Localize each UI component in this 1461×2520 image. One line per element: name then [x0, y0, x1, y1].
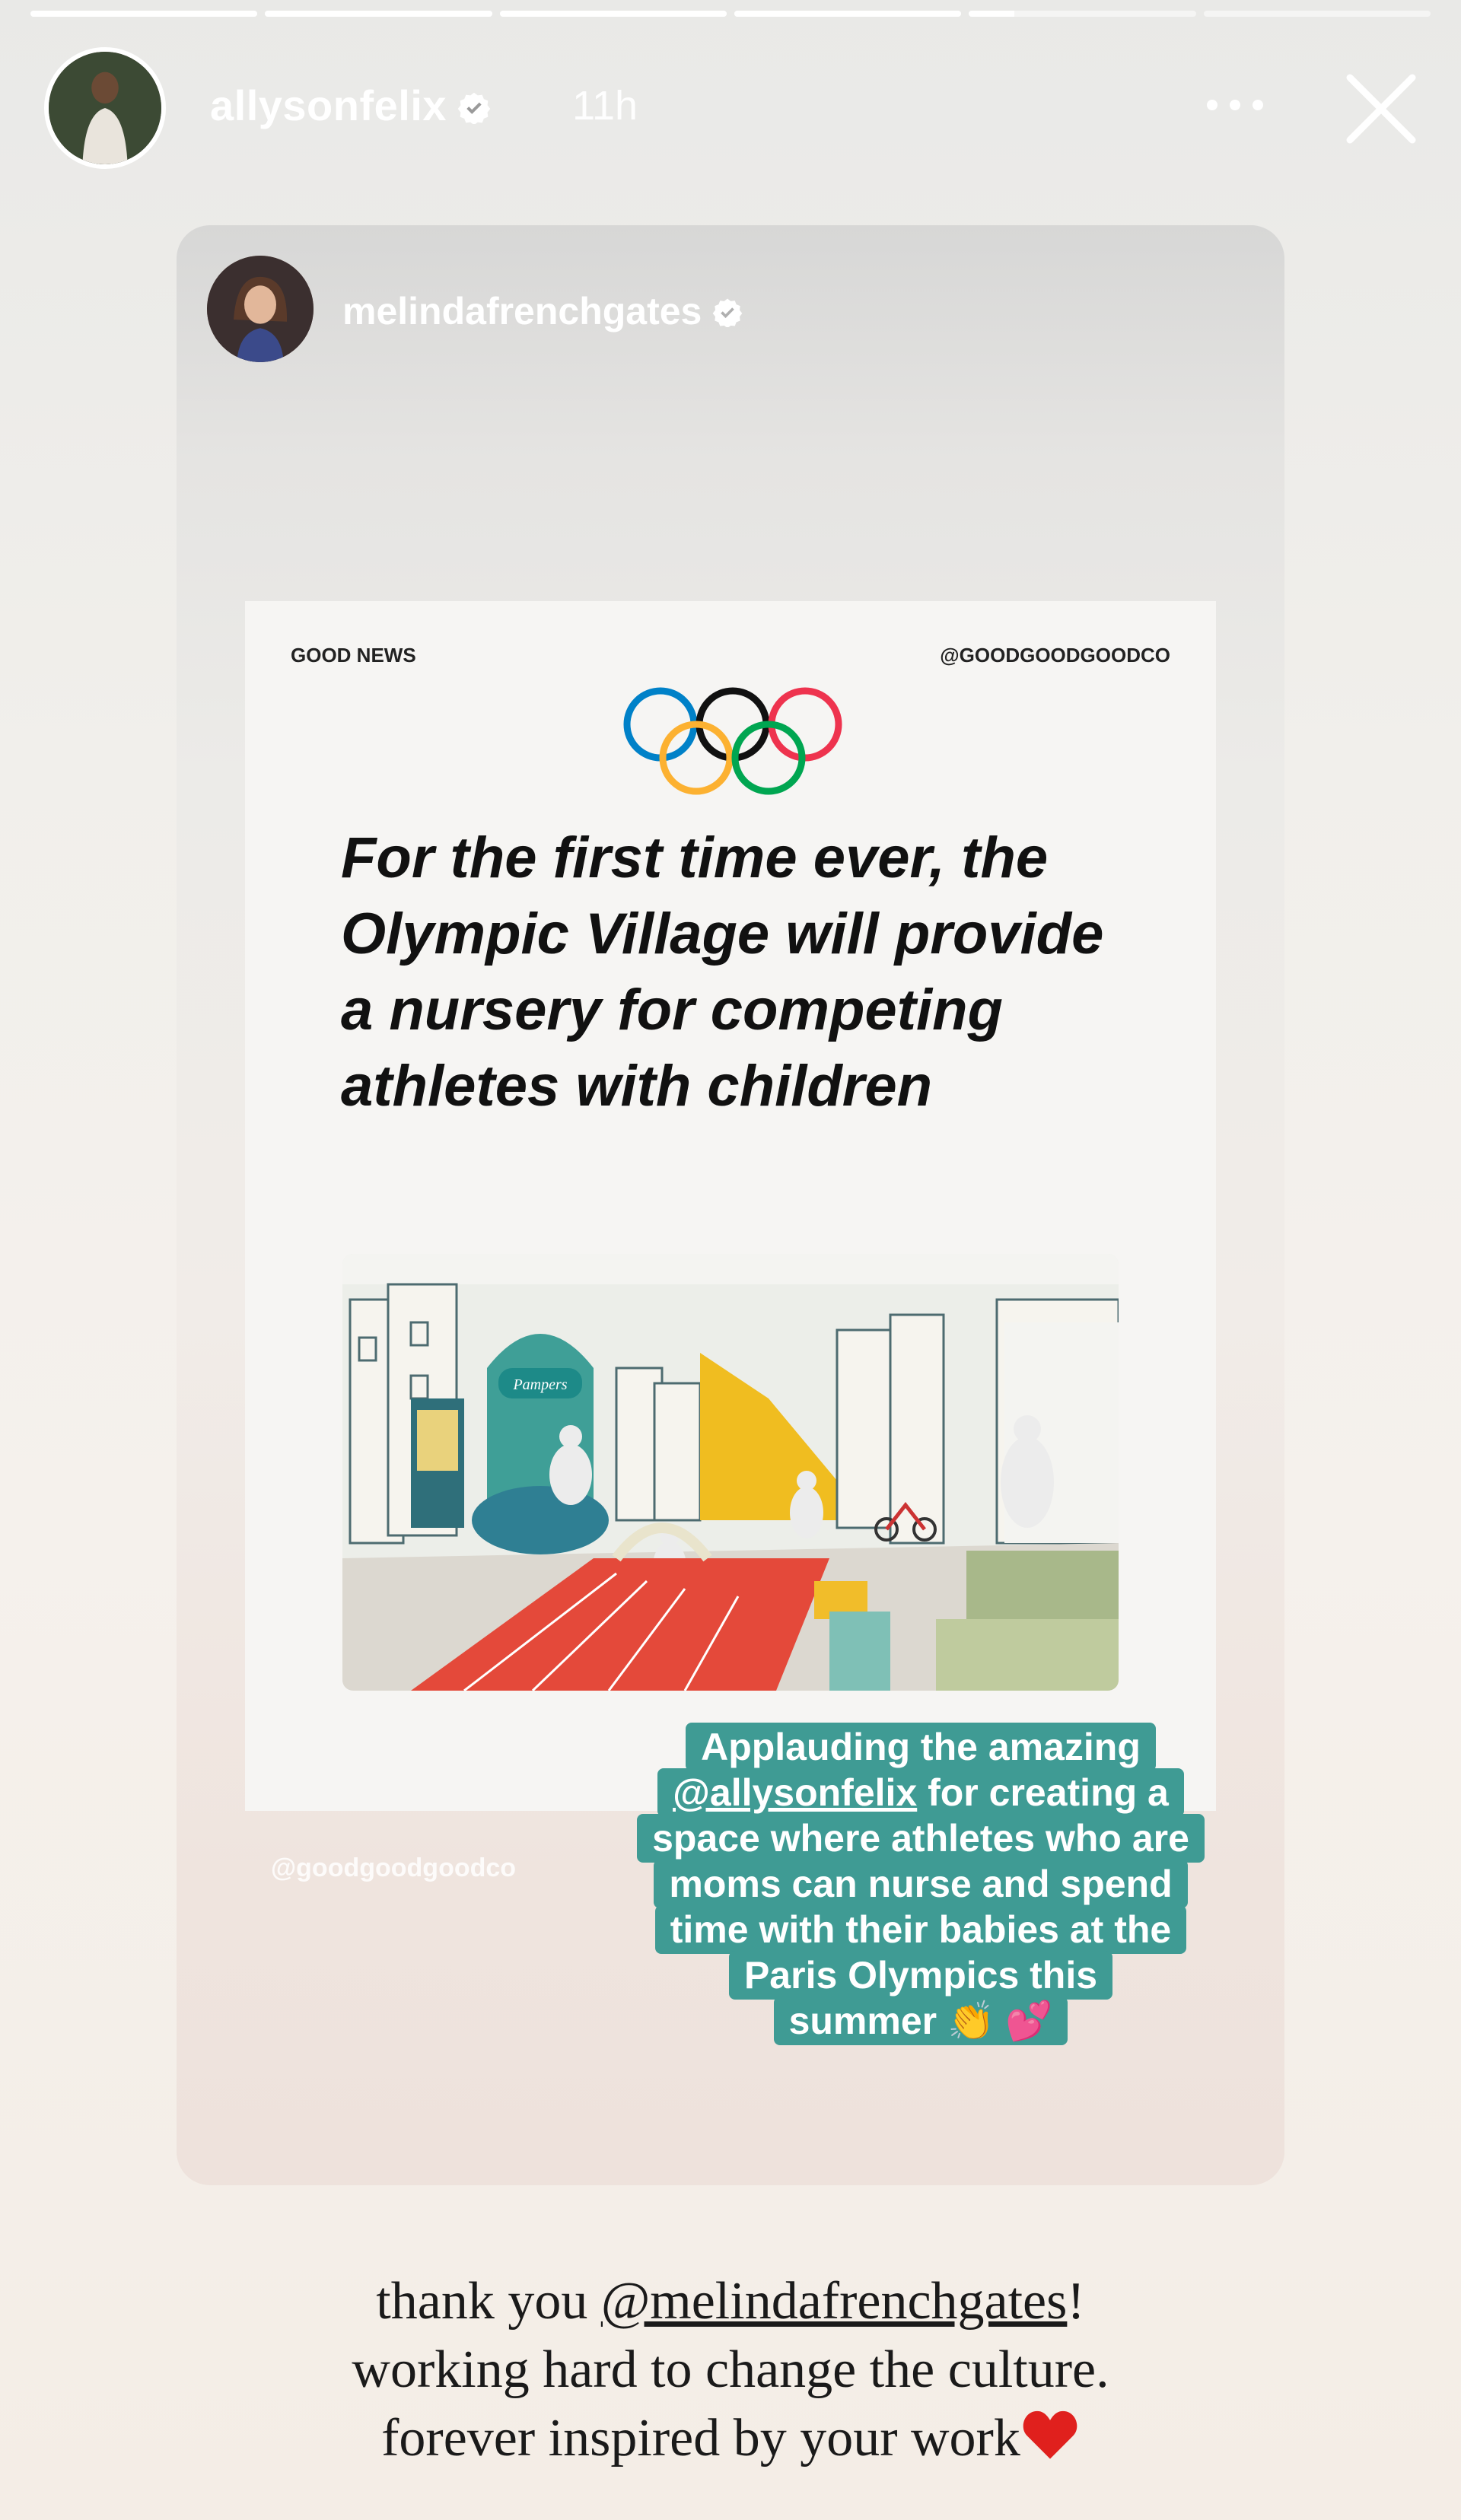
reshare-author-username[interactable]	[342, 289, 743, 336]
sticker-mention[interactable]: @allysonfelix	[673, 1771, 918, 1814]
olympic-rings-icon	[615, 685, 851, 799]
post-source-label: GOOD NEWS	[291, 644, 416, 667]
progress-segment	[734, 11, 961, 17]
reshared-post-card[interactable]	[177, 225, 1284, 2185]
reshare-username-text[interactable]: melindafrenchgates	[342, 290, 702, 332]
svg-text:Pampers: Pampers	[513, 1376, 568, 1393]
text-sticker	[609, 1724, 1233, 2044]
author-avatar[interactable]	[44, 47, 166, 169]
progress-segment	[30, 11, 257, 17]
progress-segment	[265, 11, 492, 17]
progress-segment	[500, 11, 727, 17]
verified-badge-icon	[712, 292, 743, 336]
sticker-line-2-text: for creating a	[917, 1771, 1169, 1814]
close-icon[interactable]	[1339, 67, 1423, 151]
caption-mention[interactable]: @melindafrenchgates	[600, 2272, 1068, 2331]
post-time: 11h	[572, 83, 638, 129]
caption-suffix: !	[1067, 2272, 1085, 2331]
story-caption	[0, 2267, 1461, 2478]
sticker-line-6: Paris Olympics this	[729, 1951, 1112, 2000]
sticker-line-4: moms can nurse and spend	[654, 1860, 1187, 1908]
post-handle-label: @GOODGOODGOODCO	[940, 644, 1170, 667]
author-username[interactable]	[210, 81, 491, 134]
story-progress-bar	[30, 11, 1431, 17]
sticker-line-5: time with their babies at the	[655, 1905, 1186, 1954]
caption-line-2: working hard to change the culture.	[352, 2340, 1109, 2399]
sticker-line-3: space where athletes who are	[637, 1814, 1205, 1863]
caption-line-1	[0, 2267, 1461, 2336]
sticker-line-1: Applauding the amazing	[686, 1723, 1156, 1771]
caption-prefix: thank you	[376, 2272, 601, 2331]
red-heart-icon	[1020, 2407, 1080, 2478]
sticker-line-2	[657, 1768, 1184, 1817]
reshare-author-avatar[interactable]	[207, 256, 314, 362]
post-headline: For the first time ever, the Olympic Village will provide a nursery for competing athletes with children	[341, 826, 1104, 1118]
nursery-photo	[342, 1254, 1119, 1691]
post-watermark: @goodgoodgoodco	[271, 1853, 517, 1882]
verified-badge-icon	[457, 84, 491, 134]
more-horizontal-icon[interactable]	[1201, 90, 1269, 120]
sticker-line-7: summer 👏 💕	[774, 1997, 1068, 2045]
progress-segment-current	[969, 11, 1195, 17]
progress-segment	[1204, 11, 1431, 17]
author-username-text[interactable]: allysonfelix	[210, 81, 447, 129]
caption-line-3	[0, 2404, 1461, 2478]
post-image[interactable]	[245, 601, 1216, 1811]
caption-line-3-text: forever inspired by your work	[381, 2409, 1020, 2468]
